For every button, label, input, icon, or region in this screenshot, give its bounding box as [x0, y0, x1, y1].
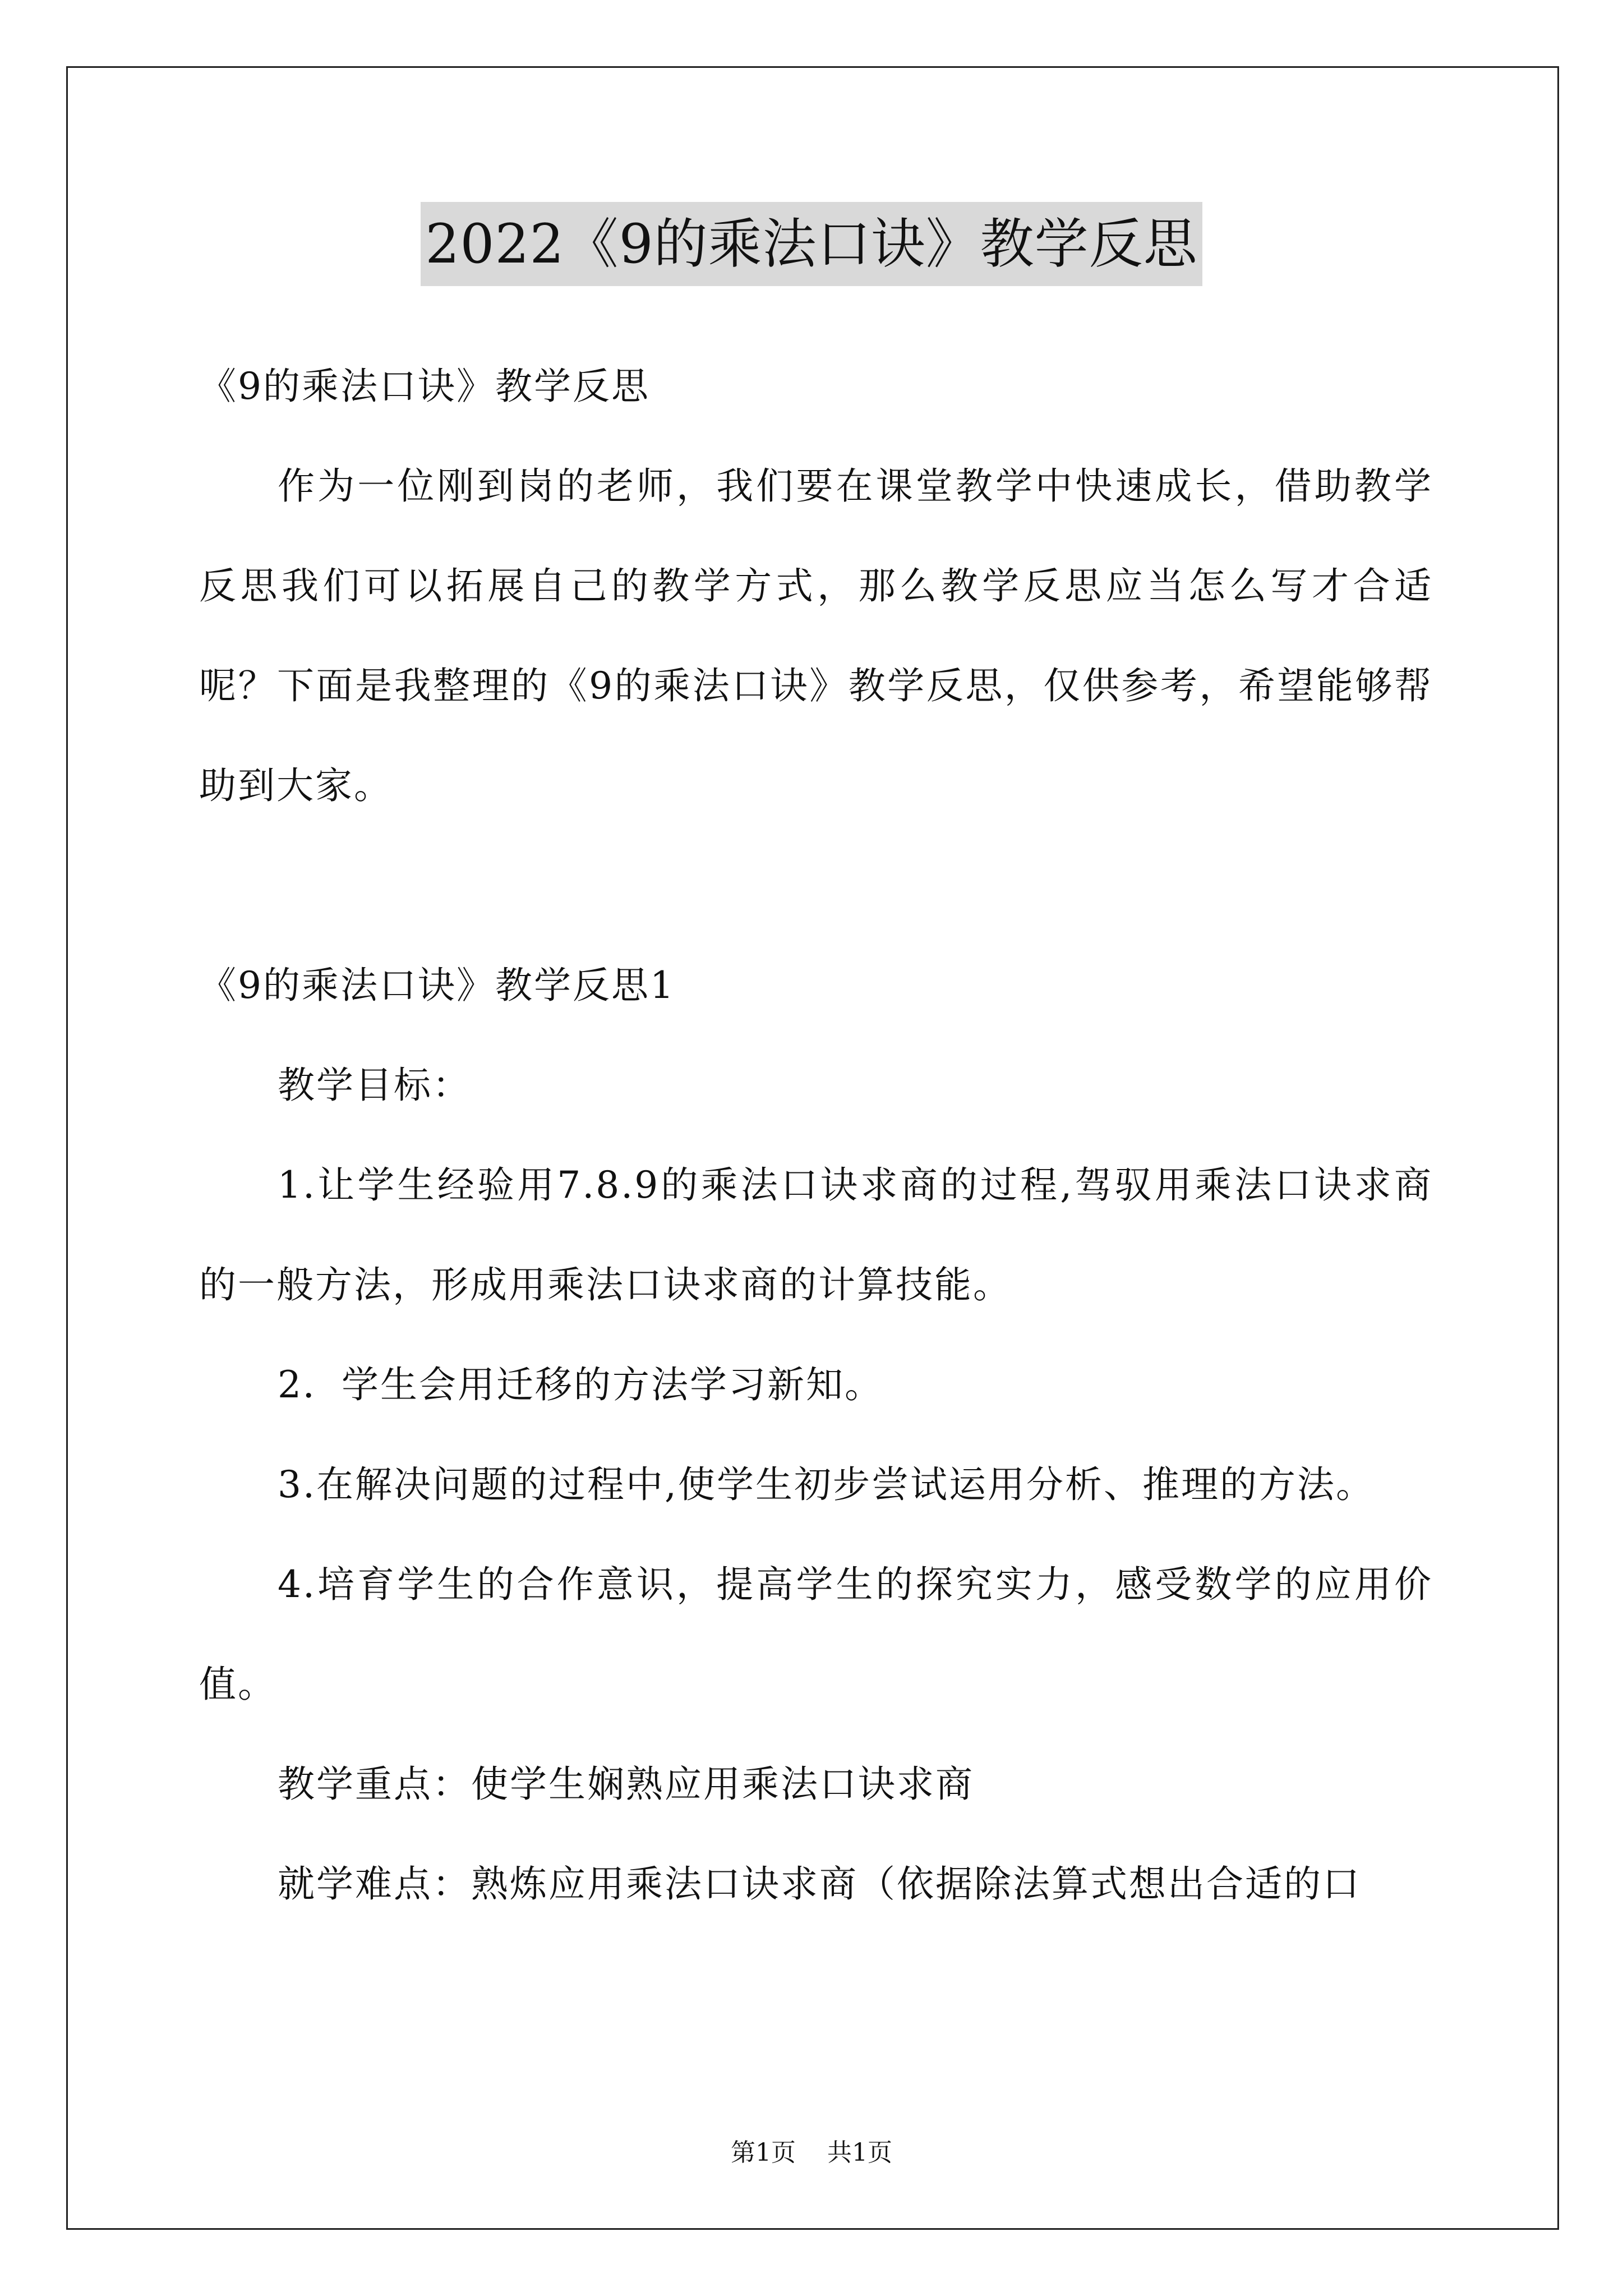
- document-title: 2022《9的乘法口诀》教学反思: [421, 202, 1202, 286]
- paragraph-gap: [199, 836, 1433, 936]
- goals-label: 教学目标：: [278, 1064, 471, 1107]
- goal-item-2: 2．学生会用迁移的方法学习新知。: [278, 1363, 883, 1406]
- difficulty-point: 就学难点：熟炼应用乘法口诀求商（依据除法算式想出合适的口: [278, 1862, 1361, 1906]
- document-body: [199, 337, 1433, 1934]
- section-heading: 《9的乘法口诀》教学反思1: [199, 964, 675, 1007]
- page-number-current: 第1页: [731, 2138, 796, 2167]
- title-container: [0, 202, 1623, 286]
- subtitle: 《9的乘法口诀》教学反思: [199, 365, 650, 408]
- key-point: 教学重点：使学生娴熟应用乘法口诀求商: [278, 1763, 974, 1806]
- goal-item-3: 3.在解决问题的过程中,使学生初步尝试运用分析、推理的方法。: [278, 1463, 1375, 1506]
- page-footer: [0, 2136, 1623, 2170]
- goal-item-1: 1.让学生经验用7.8.9的乘法口诀求商的过程,驾驭用乘法口诀求商的一般方法，形成用乘法口诀求商的计算技能。: [199, 1163, 1433, 1306]
- page-number-total: 共1页: [827, 2138, 892, 2167]
- goal-item-4: 4.培育学生的合作意识，提高学生的探究实力，感受数学的应用价值。: [199, 1563, 1433, 1706]
- intro-paragraph: 作为一位刚到岗的老师，我们要在课堂教学中快速成长，借助教学反思我们可以拓展自己的教学方式，那么教学反思应当怎么写才合适呢？下面是我整理的《9的乘法口诀》教学反思，仅供参考，希望能够帮助到大家。: [199, 464, 1433, 807]
